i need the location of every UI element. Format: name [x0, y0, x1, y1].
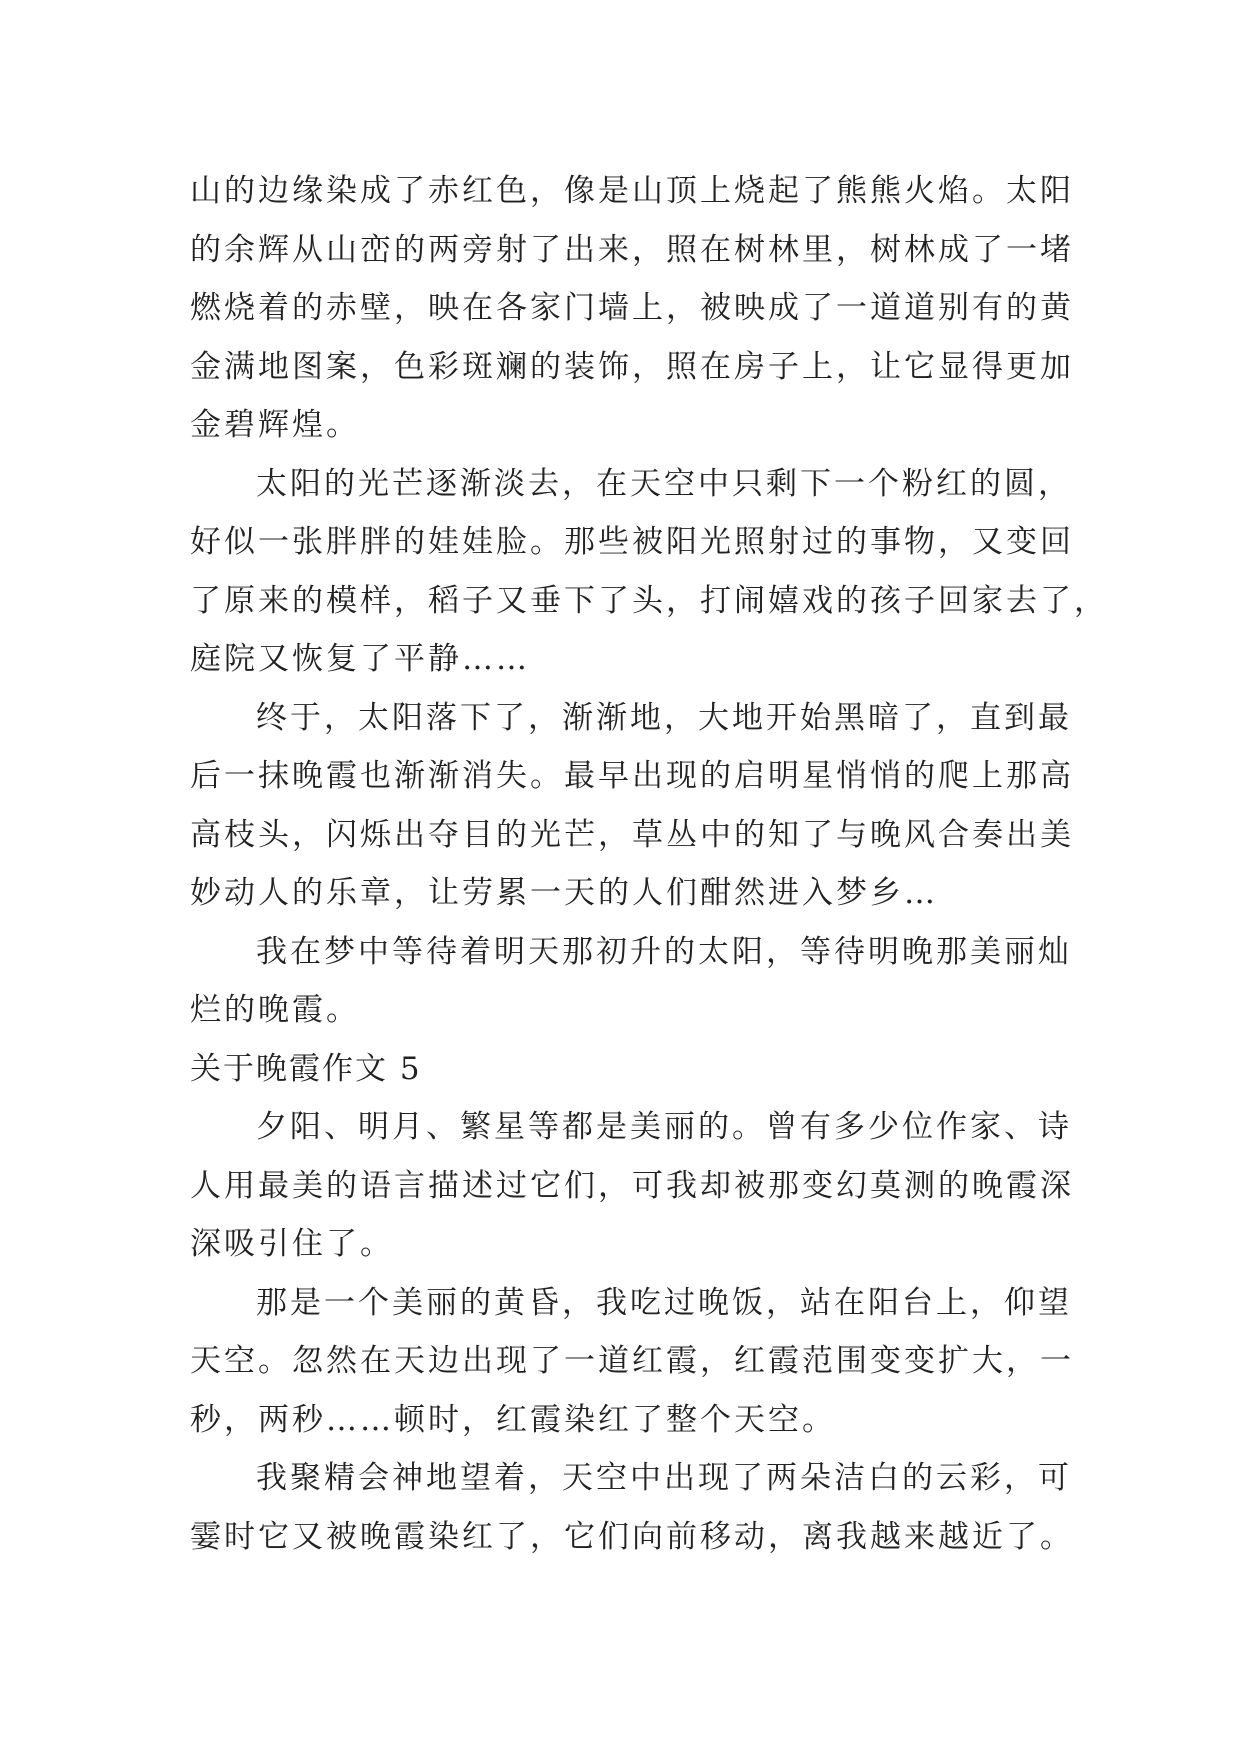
- paragraph-dream: [190, 923, 1070, 1040]
- text-line: 那是一个美丽的黄昏，我吃过晚饭，站在阳台上，仰望: [256, 1284, 1072, 1321]
- text-line: 秒，两秒……顿时，红霞染红了整个天空。: [190, 1401, 836, 1438]
- text-line: 人用最美的语言描述过它们，可我却被那变幻莫测的晚霞深: [190, 1167, 1074, 1204]
- text-line: 燃烧着的赤壁，映在各家门墙上，被映成了一道道别有的黄: [190, 290, 1074, 326]
- document-page: [190, 162, 1108, 1566]
- text-line: 我在梦中等待着明天那初升的太阳，等待明晚那美丽灿: [256, 933, 1072, 970]
- text-line: 天空。忽然在天边出现了一道红霞，红霞范围变变扩大，一: [190, 1343, 1074, 1379]
- text-line: 高枝头，闪烁出夺目的光芒，草丛中的知了与晚风合奏出美: [190, 816, 1074, 853]
- section-heading: [190, 1040, 1070, 1099]
- text-line: 霎时它又被晚霞染红了，它们向前移动，离我越来越近了。: [190, 1518, 1074, 1555]
- text-line: 好似一张胖胖的娃娃脸。那些被阳光照射过的事物，又变回: [190, 524, 1074, 560]
- text-line: 终于，太阳落下了，渐渐地，大地开始黑暗了，直到最: [256, 699, 1072, 736]
- paragraph-nightfall: [190, 689, 1074, 923]
- paragraph-intro: [190, 1098, 1074, 1274]
- essay-title: 关于晚霞作文 5: [190, 1050, 422, 1087]
- text-line: 妙动人的乐章，让劳累一天的人们酣然进入梦乡…: [190, 875, 938, 911]
- text-line: 了原来的模样，稻子又垂下了头，打闹嬉戏的孩子回家去了，: [190, 582, 1108, 619]
- text-line: 的余辉从山峦的两旁射了出来，照在树林里，树林成了一堵: [190, 231, 1074, 268]
- text-line: 金碧辉煌。: [190, 407, 360, 443]
- paragraph-sunset-glow: [190, 162, 1074, 455]
- text-line: 烂的晚霞。: [190, 992, 360, 1028]
- text-line: 山的边缘染成了赤红色，像是山顶上烧起了熊熊火焰。太阳: [190, 173, 1074, 209]
- text-line: 后一抹晚霞也渐渐消失。最早出现的启明星悄悄的爬上那高: [190, 758, 1074, 794]
- text-line: 庭院又恢复了平静……: [190, 641, 530, 677]
- text-line: 夕阳、明月、繁星等都是美丽的。曾有多少位作家、诗: [256, 1109, 1072, 1145]
- paragraph-clouds: [190, 1449, 1074, 1566]
- text-line: 深吸引住了。: [190, 1226, 394, 1262]
- paragraph-evening: [190, 1274, 1074, 1450]
- paragraph-fading-light: [190, 455, 1108, 689]
- text-line: 太阳的光芒逐渐淡去，在天空中只剩下一个粉红的圆，: [256, 465, 1072, 502]
- text-line: 金满地图案，色彩斑斓的装饰，照在房子上，让它显得更加: [190, 348, 1074, 385]
- text-line: 我聚精会神地望着，天空中出现了两朵洁白的云彩，可: [256, 1460, 1072, 1496]
